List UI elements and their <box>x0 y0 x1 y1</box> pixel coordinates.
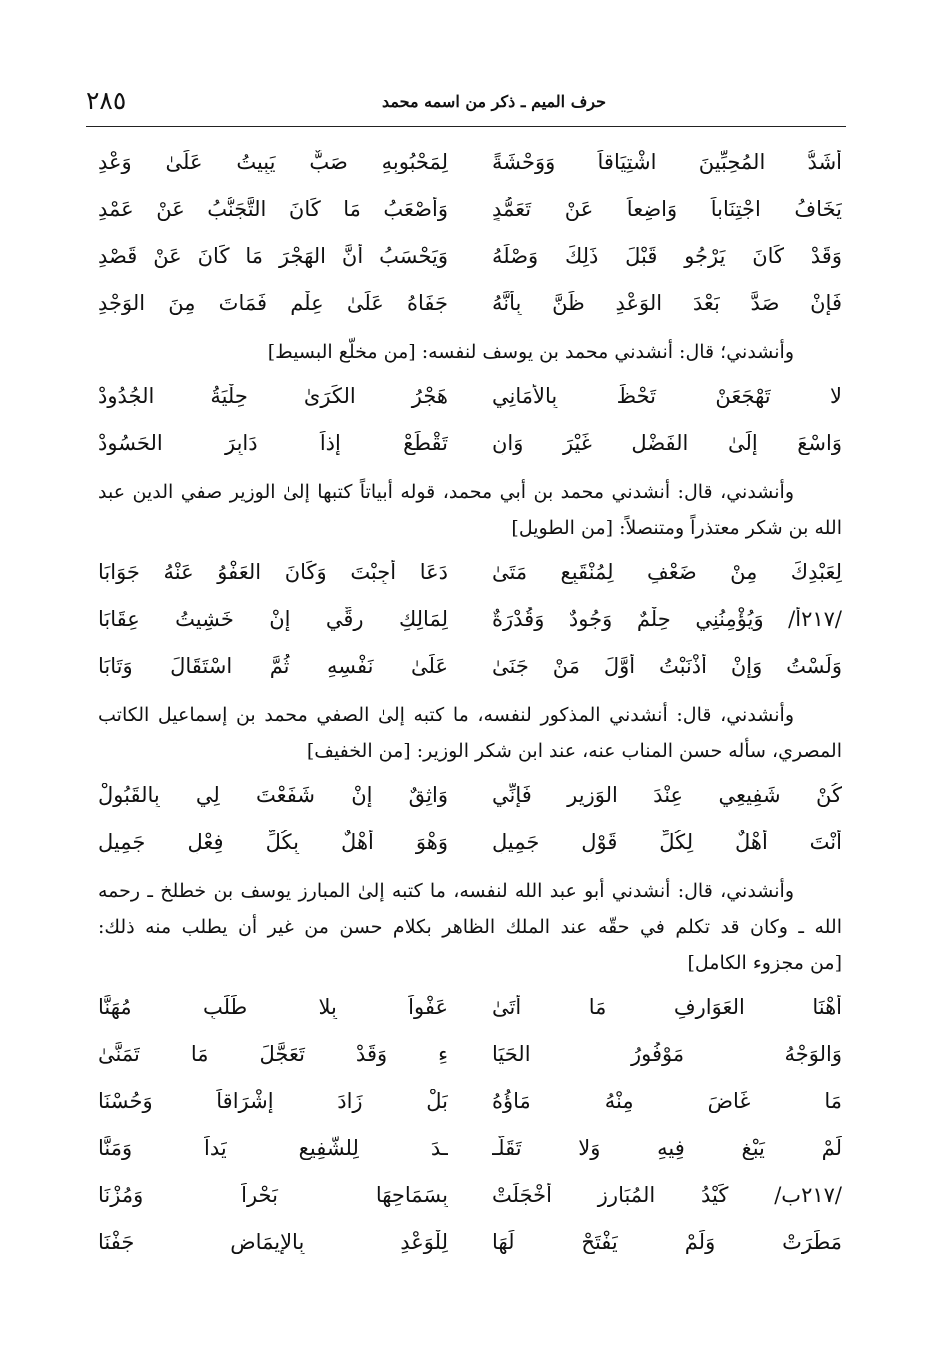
second-hemistich: عَفْواً بِلا طَلَبٍ مُهَنَّا <box>98 994 448 1019</box>
first-hemistich: وَقَدْ كَانَ يَرْجُو قَبْلَ ذَلِكَ وَصْلَهُ <box>492 243 842 268</box>
verse-line <box>98 771 842 818</box>
second-hemistich: وَيَحْسَبُ أَنَّ الهَجْرَ مَا كَانَ عَنْ قَصْدِ <box>98 243 448 268</box>
verse-line <box>98 595 842 642</box>
verse-line <box>98 983 842 1030</box>
second-hemistich: ءِ وَقَدْ تَعَجَّلَ مَا تَمَنَّىٰ <box>98 1041 448 1066</box>
verse-line <box>98 419 842 466</box>
second-hemistich: جَفَاهُ عَلَىٰ عِلْمٍ فَمَاتَ مِنَ الوَجْدِ <box>98 290 448 315</box>
verse-line <box>98 138 842 185</box>
poem-section <box>98 474 842 689</box>
second-hemistich: بِسَمَاحِهَا بَحْراً وَمُزْنَا <box>98 1182 448 1207</box>
prose-paragraph <box>98 873 842 981</box>
prose-text: وأنشدني؛ قال: أنشدني محمد بن يوسف لنفسه: <box>421 341 794 363</box>
first-hemistich: أَنْتَ أَهْلٌ لِكُلِّ قَوْلٍ جَمِيلٍ <box>492 829 842 854</box>
first-hemistich: لا تَهْجَعَنْ تَحْظَ بِالأَمَانِي <box>492 383 842 408</box>
meter-label: [من مجزوء الكامل] <box>687 952 842 974</box>
running-title: حرف الميم ـ ذكر من اسمه محمد <box>381 92 606 111</box>
verse-line <box>98 1218 842 1265</box>
prose-paragraph <box>98 697 842 769</box>
prose-text: وأنشدني، قال: أنشدني المذكور لنفسه، ما كتبه إلىٰ الصفي محمد بن إسماعيل الكاتب المصري، سأله حسن المناب عنه، عند ابن شكر الوزير: <box>98 704 842 762</box>
first-hemistich: أَشَدُّ المُحِبِّينَ اشْتِيَاقاً وَوَحْشَةً <box>492 149 842 174</box>
first-hemistich: لَمْ يَبْغِ فِيهِ وَلا تَقَلَّـ <box>492 1135 842 1160</box>
poem-section <box>98 697 842 865</box>
second-hemistich: وَهْوَ أَهْلٌ بِكُلِّ فِعْلٍ جَمِيلِ <box>98 829 448 854</box>
second-hemistich: تَقْطَعْ إِذاً دَابِرَ الحَسُودْ <box>98 430 448 455</box>
meter-label: [من مخلّع البسيط] <box>267 341 416 363</box>
second-hemistich: عَلَىٰ نَفْسِهِ ثُمَّ اسْتَقَالَ وَتَابَا <box>98 653 448 678</box>
page-body <box>98 138 842 1265</box>
second-hemistich: دَعَا أُجِبْتَ وَكَانَ العَفْوُ عَنْهُ جَوَابَا <box>98 559 448 584</box>
first-hemistich: مَطَرَتْ وَلَمْ يَفْتَحْ لَهَا <box>492 1229 842 1254</box>
first-hemistich: فَإِنْ صَدَّ بَعْدَ الوَعْدِ ظَنَّ بِأَنَّهُ <box>492 290 842 315</box>
first-hemistich: لِعَبْدِكَ مِنْ ضَعْفٍ لِمُنْقَبِعٍ مَتَىٰ <box>492 559 842 584</box>
second-hemistich: وَأَصْعَبُ مَا كَانَ التَّجَنُّبُ عَنْ عَمْدِ <box>98 196 448 221</box>
poem-section <box>98 334 842 466</box>
verse-line <box>98 548 842 595</box>
poem-section <box>98 138 842 326</box>
second-hemistich: لِمَالِكِ رِقِّي إِنْ خَشِيتُ عِقَابَا <box>98 606 448 631</box>
prose-text: وأنشدني، قال: أنشدني محمد بن أبي محمد، قوله أبياتاً كتبها إلىٰ الوزير صفي الدين عبد الله بن شكر معتذراً ومتنصلاً: <box>98 481 842 539</box>
second-hemistich: ـدَ لِلشَّفِيعِ يَداً وَمَنَّا <box>98 1135 448 1160</box>
header-rule <box>86 126 846 127</box>
first-hemistich: أَهْنَا العَوَارِفِ مَا أَتَىٰ <box>492 994 842 1019</box>
verse-line <box>98 279 842 326</box>
verse-line <box>98 185 842 232</box>
meter-label: [من الطويل] <box>511 517 614 539</box>
meter-label: [من الخفيف] <box>306 740 411 762</box>
verse-line <box>98 642 842 689</box>
first-hemistich: وَلَسْتُ وَإِنْ أَذْنَبْتُ أَوَّلَ مَنْ جَنَىٰ <box>492 653 842 678</box>
first-hemistich: كُنْ شَفِيعِي عِنْدَ الوَزِيرِ فَإِنِّي <box>492 782 842 807</box>
verse-line <box>98 1124 842 1171</box>
verse-line <box>98 1171 842 1218</box>
first-hemistich: يَخَافُ اجْتِنَاباً وَاضِعاً عَنْ تَعَمُّدٍ <box>492 196 842 221</box>
first-hemistich: /٢١٧أ/ وَيُؤْمِنُنِي حِلْمٌ وَجُودٌ وَقُدْرَةٌ <box>492 606 842 631</box>
prose-paragraph <box>98 474 842 546</box>
second-hemistich: بَلْ زَادَ إِشْرَاقاً وَحُسْنَا <box>98 1088 448 1113</box>
second-hemistich: لِلْوَعْدِ بِالإِيمَاضِ جَفْنَا <box>98 1229 448 1254</box>
first-hemistich: وَالوَجْهُ مَوْفُورُ الحَيَا <box>492 1041 842 1066</box>
verse-line <box>98 1077 842 1124</box>
verse-line <box>98 1030 842 1077</box>
prose-text: وأنشدني، قال: أنشدني أبو عبد الله لنفسه، ما كتبه إلىٰ المبارز يوسف بن خطلخ ـ رحمه الله ـ وكان قد تكلم في حقّه عند الملك الظاهر بكلام حسن من غير أن يطلب منه ذلك: <box>98 880 842 938</box>
verse-line <box>98 372 842 419</box>
poem-section <box>98 873 842 1265</box>
second-hemistich: وَاثِقٌ إِنْ شَفَعْتَ لِي بِالقَبُولْ <box>98 782 448 807</box>
page-header <box>86 78 846 124</box>
page-number: ٢٨٥ <box>86 86 127 115</box>
verse-line <box>98 818 842 865</box>
second-hemistich: هَجْرُ الكَرَىٰ حِلْيَةُ الجُدُودْ <box>98 383 448 408</box>
prose-paragraph <box>98 334 842 370</box>
first-hemistich: مَا غَاضَ مِنْهُ مَاؤُهُ <box>492 1088 842 1113</box>
verse-line <box>98 232 842 279</box>
first-hemistich: /٢١٧ب/ كَيْدُ المُبَارِزِ أَخْجَلَتْ <box>492 1182 842 1207</box>
second-hemistich: لِمَحْبُوبِهِ صَبٌّ يَبِيتُ عَلَىٰ وَعْدِ <box>98 149 448 174</box>
first-hemistich: وَاسْعَ إِلَىٰ الفَضْلِ غَيْرَ وَانٍ <box>492 430 842 455</box>
